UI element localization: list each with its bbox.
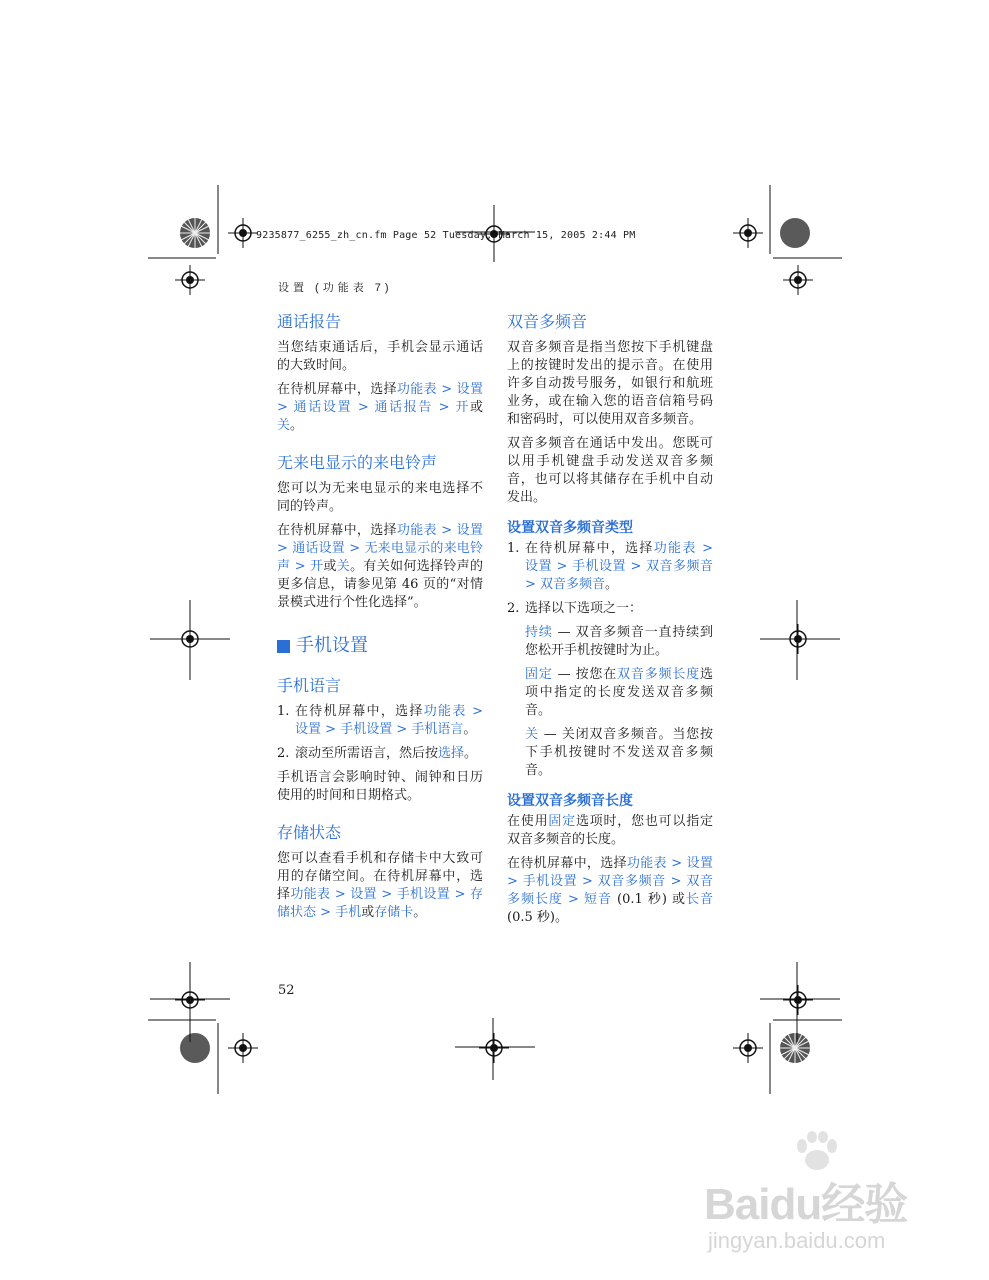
- section-title-anonymous-ringtone: 无来电显示的来电铃声: [277, 453, 438, 472]
- paragraph: 双音多频音在通话中发出。您既可以用手机键盘手动发送双音多频音，也可以将其储存在手机中自动发出。: [507, 436, 713, 505]
- paragraph-menu-path: 在待机屏幕中，选择功能表 > 设置 > 通话设置 > 无来电显示的来电铃声 > 开或关。有关如何选择铃声的更多信息，请参见第 46 页的“对情景模式进行个性化选择”。: [277, 523, 483, 610]
- option-continuous: 持续 — 双音多频音一直持续到您松开手机按键时为止。: [525, 625, 713, 658]
- side-mark-line: [760, 638, 840, 642]
- paragraph: 在使用固定选项时，您也可以指定双音多频音的长度。: [507, 814, 713, 847]
- side-mark-line: [186, 962, 196, 1042]
- list-item: 2. 选择以下选项之一：: [507, 601, 643, 616]
- star-target-icon: [178, 216, 212, 250]
- section-title-phone-language: 手机语言: [277, 676, 342, 695]
- gray-target-icon: [778, 216, 812, 250]
- registration-target-icon: [228, 1033, 258, 1063]
- paragraph: 您可以为无来电显示的来电选择不同的铃声。: [277, 481, 483, 514]
- option-off: 关 — 关闭双音多频音。当您按下手机按键时不发送双音多频音。: [525, 727, 713, 778]
- paragraph: 双音多频音是指当您按下手机键盘上的按键时发出的提示音。在使用许多自动拨号服务，如银行和航班业务，或在输入您的语音信箱号码和密码时，可以使用双音多频音。: [507, 340, 713, 427]
- subsection-title-dtmf-length: 设置双音多频音长度: [507, 793, 633, 809]
- watermark: [700, 1128, 940, 1268]
- steps-list: [277, 703, 483, 763]
- paragraph: 当您结束通话后，手机会显示通话的大致时间。: [277, 340, 483, 373]
- right-column: [507, 312, 713, 933]
- chapter-heading-phone-settings: 手机设置: [277, 634, 483, 658]
- watermark-url: jingyan.baidu.com: [708, 1228, 886, 1253]
- list-item: 1. 在待机屏幕中，选择功能表 > 设置 > 手机设置 > 双音多频音 > 双音多频音。: [507, 541, 713, 592]
- list-item: 1. 在待机屏幕中，选择功能表 > 设置 > 手机设置 > 手机语言。: [277, 704, 483, 737]
- page-number: 52: [278, 983, 295, 998]
- side-mark-line: [760, 998, 840, 1002]
- registration-target-icon: [733, 218, 763, 248]
- section-title-call-report: 通话报告: [277, 312, 342, 331]
- side-mark-line: [793, 962, 803, 1042]
- square-bullet-icon: [277, 640, 290, 653]
- side-mark-line: [150, 638, 230, 642]
- steps-list: [507, 540, 713, 618]
- running-head: 设置 (功能表 7): [278, 282, 393, 294]
- registration-target-icon: [733, 1033, 763, 1063]
- registration-target-icon: [783, 265, 813, 295]
- subsection-title-dtmf-type: 设置双音多频音类型: [507, 520, 633, 536]
- option-fixed: 固定 — 按您在双音多频长度选项中指定的长度发送双音多频音。: [525, 667, 713, 718]
- registration-target-icon: [175, 265, 205, 295]
- paragraph-menu-path: 在待机屏幕中，选择功能表 > 设置 > 通话设置 > 通话报告 > 开或关。: [277, 382, 483, 433]
- paragraph-menu-path: 您可以查看手机和存储卡中大致可用的存储空间。在待机屏幕中，选择功能表 > 设置 > 手机设置 > 存储状态 > 手机或存储卡。: [277, 851, 483, 920]
- watermark-logo-text: Baidu经验: [704, 1180, 908, 1229]
- left-column: [277, 312, 483, 928]
- paragraph-menu-path: 在待机屏幕中，选择功能表 > 设置 > 手机设置 > 双音多频音 > 双音多频长度 > 短音 (0.1 秒) 或长音 (0.5 秒)。: [507, 856, 713, 925]
- paragraph: 手机语言会影响时钟、闹钟和日历使用的时间和日期格式。: [277, 770, 483, 803]
- side-mark-line: [150, 998, 230, 1002]
- registration-target-icon: [228, 218, 258, 248]
- section-title-dtmf: 双音多频音: [507, 312, 588, 331]
- file-slug: 9235877_6255_zh_cn.fm Page 52 Tuesday, March 15, 2005 2:44 PM: [256, 230, 636, 241]
- section-title-memory-status: 存储状态: [277, 823, 342, 842]
- list-item: 2. 滚动至所需语言，然后按选择。: [277, 746, 478, 761]
- side-mark-line: [492, 1018, 496, 1080]
